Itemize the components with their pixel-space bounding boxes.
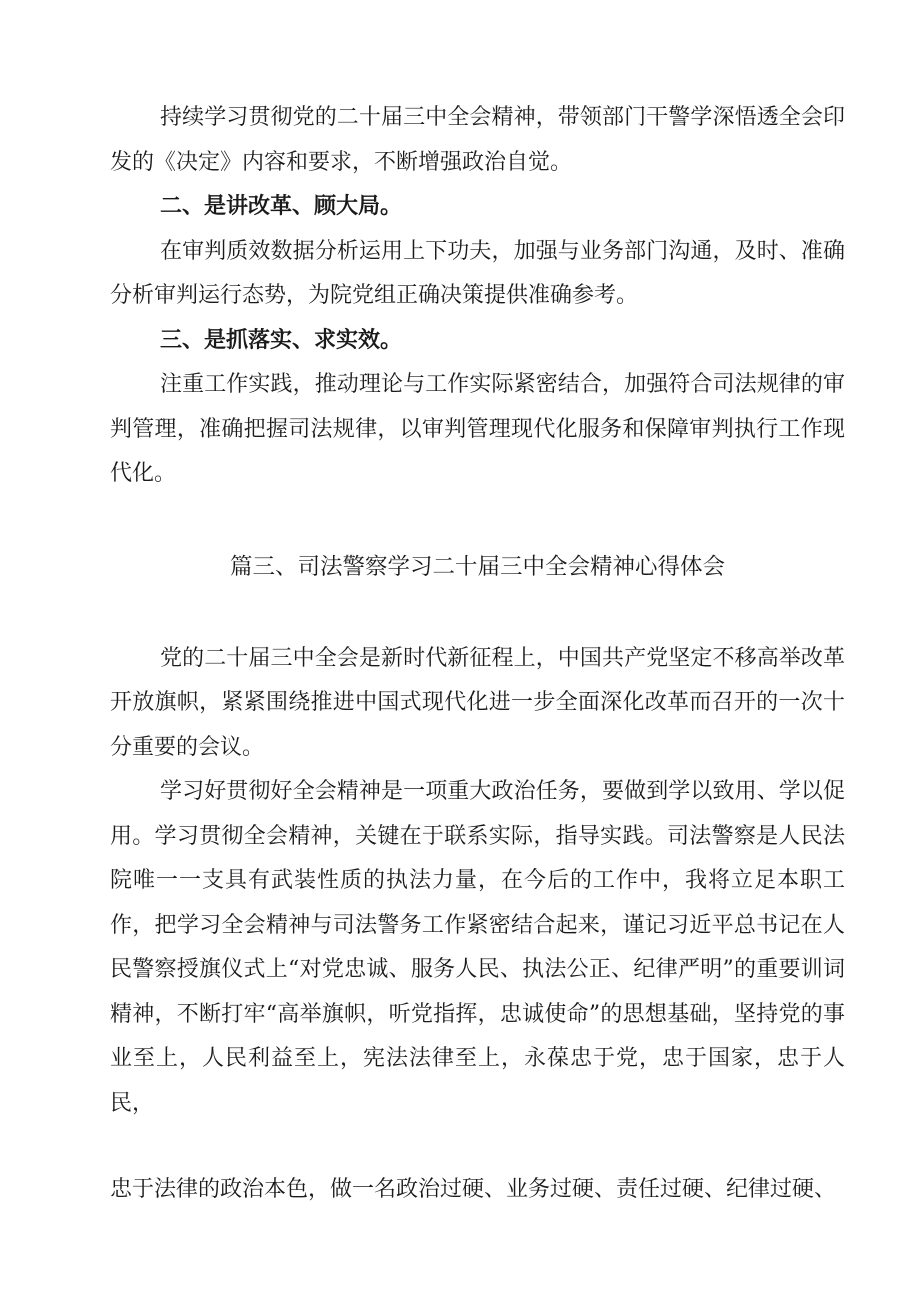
paragraph-practice: 注重工作实践，推动理论与工作实际紧密结合，加强符合司法规律的审判管理，准确把握司法规律，以审判管理现代化服务和保障审判执行工作现代化。 — [110, 372, 845, 486]
paragraph-data-analysis: 在审判质效数据分析运用上下功夫，加强与业务部门沟通，及时、准确分析审判运行态势，为院党组正确决策提供准确参考。 — [110, 238, 845, 308]
heading-reform: 二、是讲改革、顾大局。 — [160, 194, 403, 219]
paragraph-study-decision: 持续学习贯彻党的二十届三中全会精神，带领部门干警学深悟透全会印发的《决定》内容和要求，不断增强政治自觉。 — [110, 105, 845, 175]
spacer — [110, 1126, 845, 1168]
spacer — [110, 589, 845, 637]
section-title: 篇三、司法警察学习二十届三中全会精神心得体会 — [229, 553, 725, 580]
paragraph-plenary-intro: 党的二十届三中全会是新时代新征程上，中国共产党坚定不移高举改革开放旗帜，紧紧围绕推进中国式现代化进一步全面深化改革而召开的一次十分重要的会议。 — [110, 645, 845, 760]
paragraph-continuation: 忠于法律的政治本色，做一名政治过硬、业务过硬、责任过硬、纪律过硬、 — [110, 1177, 837, 1202]
heading-implementation: 三、是抓落实、求实效。 — [160, 327, 403, 353]
spacer — [110, 497, 845, 545]
paragraph-judicial-police: 学习好贯彻好全会精神是一项重大政治任务，要做到学以致用、学以促用。学习贯彻全会精神，关键在于联系实际，指导实践。司法警察是人民法院唯一一支具有武装性质的执法力量，在今后的工作中，我将立足本职工作，把学习全会精神与司法警务工作紧密结合起来，谨记习近平总书记在人民警察授旗仪式上“对党忠诚、服务人民、执法公正、纪律严明”的重要训词精神，不断打牢“高举旗帜，听党指挥，忠诚使命”的思想基础，坚持党的事业至上，人民利益至上，宪法法律至上，永葆忠于党，忠于国家，忠于人民， — [110, 779, 845, 1116]
document-page — [110, 96, 845, 1213]
